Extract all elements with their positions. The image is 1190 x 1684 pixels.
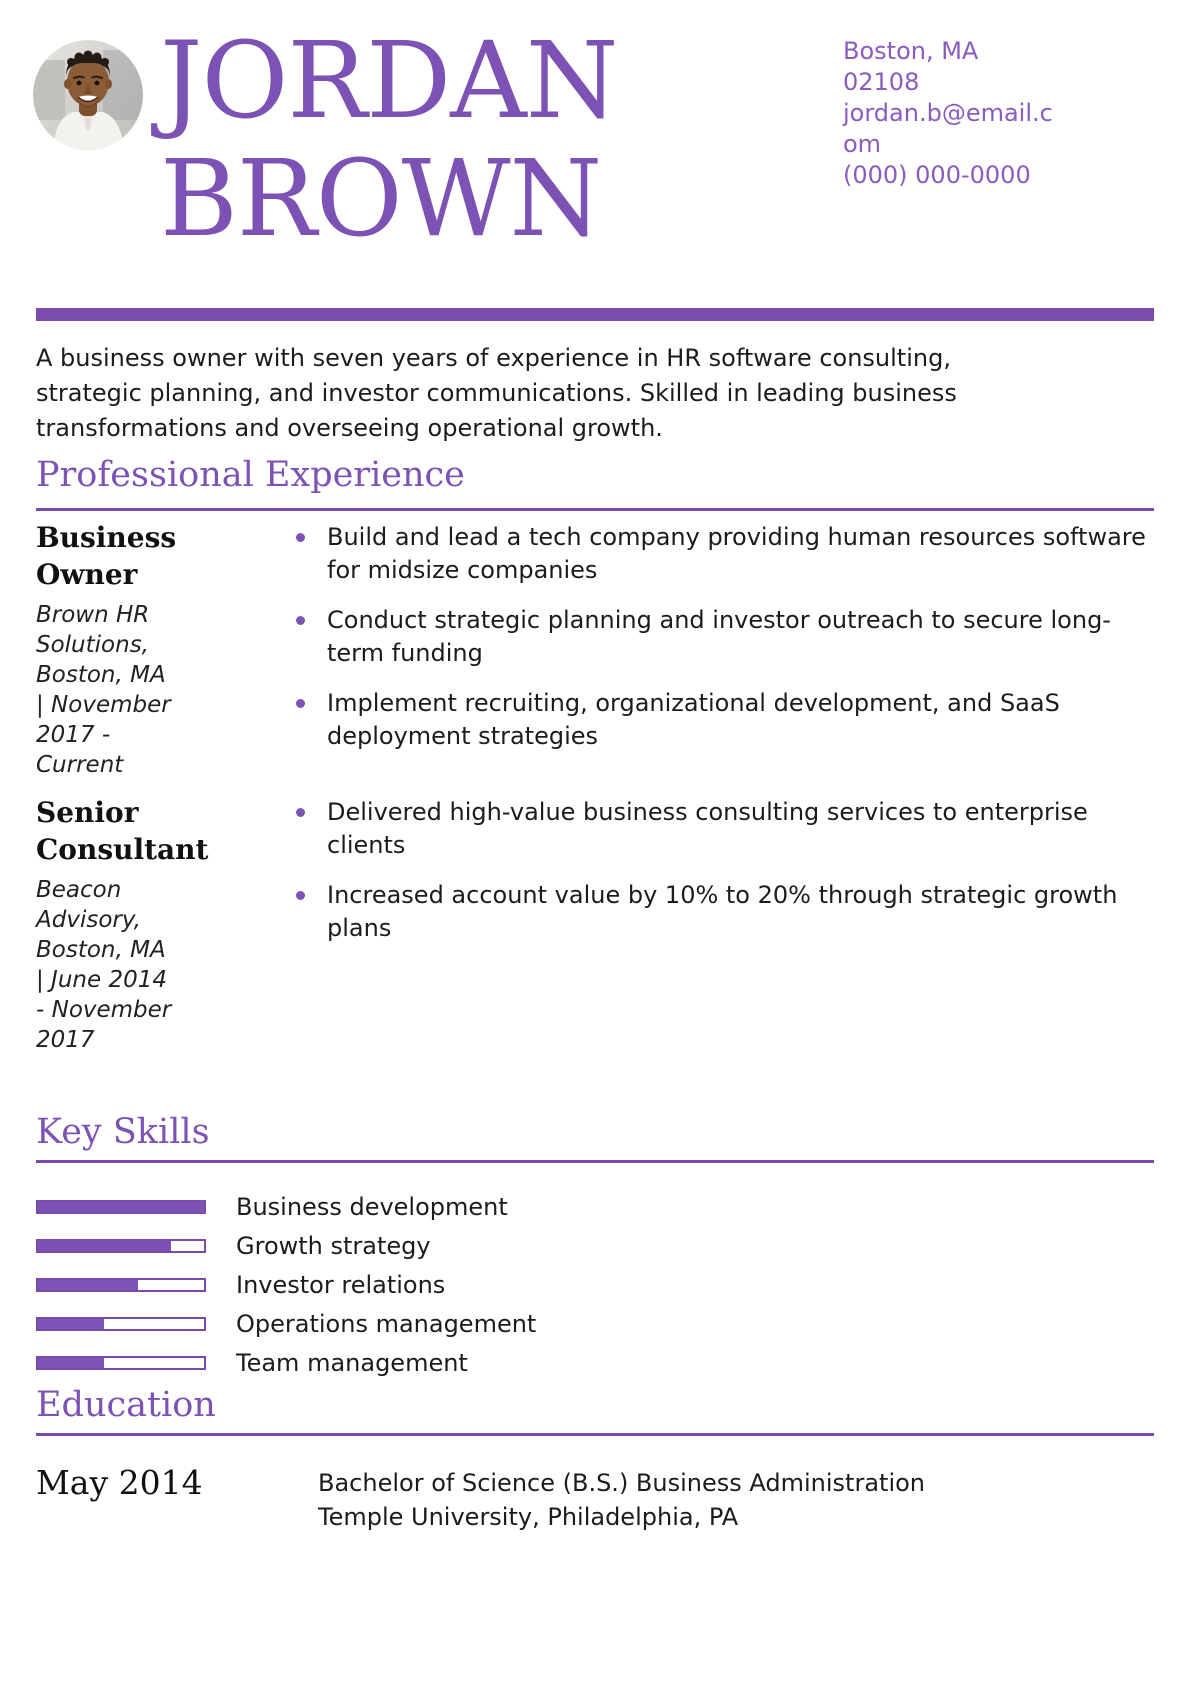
job-entry-senior-consultant [36, 794, 1154, 1055]
section-experience [36, 455, 1154, 1055]
skill-level-bar [36, 1239, 206, 1253]
section-rule-experience [36, 508, 1154, 511]
job-left-column [36, 519, 176, 780]
section-rule-skills [36, 1160, 1154, 1163]
skill-label: Growth strategy [236, 1231, 431, 1260]
education-school: Temple University, Philadelphia, PA [318, 1503, 739, 1531]
job-title: Senior Consultant [36, 796, 209, 866]
education-details [318, 1462, 1154, 1534]
skill-level-fill [38, 1280, 138, 1290]
section-title-skills: Key Skills [36, 1112, 210, 1152]
job-title: Business Owner [36, 521, 177, 591]
skill-row [36, 1343, 1154, 1382]
section-skills [36, 1112, 1154, 1382]
contact-phone: (000) 000-0000 [843, 161, 1031, 189]
skill-row [36, 1265, 1154, 1304]
skill-row [36, 1187, 1154, 1226]
profile-photo [33, 40, 143, 150]
name-last: BROWN [160, 137, 602, 260]
contact-location: Boston, MA 02108 [843, 37, 979, 96]
skill-label: Investor relations [236, 1270, 446, 1299]
header-divider-bar [36, 308, 1154, 321]
page-title-name [160, 19, 618, 260]
bullet-item: Implement recruiting, organizational development, and SaaS deployment strategies [290, 687, 1154, 753]
bullet-item: Conduct strategic planning and investor outreach to secure long-term funding [290, 604, 1154, 670]
contact-email: jordan.b@email.com [843, 99, 1053, 158]
skill-row [36, 1304, 1154, 1343]
bullet-item: Build and lead a tech company providing human resources software for midsize companies [290, 521, 1154, 587]
education-degree: Bachelor of Science (B.S.) Business Administration [318, 1469, 926, 1497]
skill-row [36, 1226, 1154, 1265]
skill-level-fill [38, 1202, 204, 1212]
job-bullet-list [290, 519, 1154, 780]
education-entry [36, 1462, 1154, 1534]
bullet-item: Delivered high-value business consulting services to enterprise clients [290, 796, 1154, 862]
skill-label: Team management [236, 1348, 468, 1377]
skills-list [36, 1187, 1154, 1382]
skill-label: Operations management [236, 1309, 537, 1338]
name-first: JORDAN [160, 19, 618, 142]
job-bullet-list [290, 794, 1154, 1055]
job-left-column [36, 794, 209, 1055]
section-title-experience: Professional Experience [36, 455, 465, 495]
section-education [36, 1385, 1154, 1534]
job-entry-business-owner [36, 519, 1154, 780]
education-date: May 2014 [36, 1463, 203, 1502]
summary-paragraph: A business owner with seven years of experience in HR software consulting, strategic planning, and investor communications. Skilled in leading business transformations and overseeing operational growth. [36, 344, 957, 442]
skill-label: Business development [236, 1192, 508, 1221]
skill-level-bar [36, 1278, 206, 1292]
job-meta: Beacon Advisory, Boston, MA | June 2014 - November 2017 [36, 877, 172, 1053]
skill-level-fill [38, 1319, 104, 1329]
skill-level-fill [38, 1358, 104, 1368]
skill-level-bar [36, 1356, 206, 1370]
skill-level-fill [38, 1241, 171, 1251]
section-title-education: Education [36, 1385, 216, 1425]
contact-info [843, 36, 1061, 191]
skill-level-bar [36, 1200, 206, 1214]
profile-photo-illustration [33, 40, 143, 150]
section-rule-education [36, 1433, 1154, 1436]
bullet-item: Increased account value by 10% to 20% through strategic growth plans [290, 879, 1154, 945]
skill-level-bar [36, 1317, 206, 1331]
job-meta: Brown HR Solutions, Boston, MA | November 2017 - Current [36, 602, 171, 778]
